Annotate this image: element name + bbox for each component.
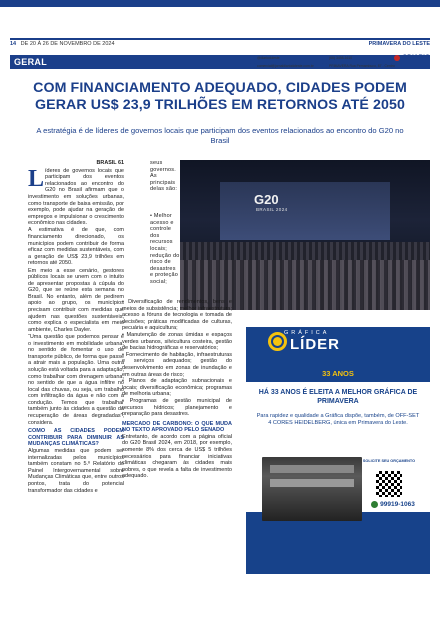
- ad-title: HÁ 33 ANOS É ELEITA A MELHOR GRÁFICA DE PRIMAVERA: [258, 389, 418, 405]
- section-label: GERAL: [14, 57, 47, 67]
- paragraph: “Uma questão que podemos pensar é o investimento em mobilidade urbana, no sentido de fomentar o uso de transporte público, de forma que passe a atrair mais a população. Uma outra solução está voltada para a adaptação, como trabalhar com drenagem urbana, no sentido de que a água infiltre no local das chuvas, ou seja, um trabalho com infiltração da água e não com a condução. Temos que trabalhar também junto às cidades a questão da recuperação de áreas degradadas”, considera.: [28, 333, 125, 426]
- paragraph: Algumas medidas que podem ser internalizadas pelos municípios também constam no 5.º Relatório do Painel Intergovernamental sobre Mudanças Climáticas que, entre outros pontos, trata do potencial transformador das cidades e: [28, 448, 124, 494]
- city-brand: PRIMAVERA DO LESTE: [368, 41, 430, 47]
- ad-brand-main: LÍDER: [290, 336, 340, 353]
- ad-phone[interactable]: 99919-1063: [360, 501, 426, 508]
- article-subheading: MERCADO DE CARBONO: O QUE MUDA NO TEXTO APROVADO PELO SENADO: [122, 420, 232, 434]
- contact-location: PRIMAVERA Rua Pernambuco, 87 - Centro: [322, 63, 395, 68]
- contact-instagram: @diariodoleste: [250, 55, 280, 60]
- dropcap: L: [28, 165, 45, 192]
- logo-mark-icon: [394, 55, 400, 61]
- whatsapp-icon: [371, 501, 378, 508]
- ad-brand-top: GRÁFICA: [284, 330, 330, 336]
- instagram-icon: [250, 55, 255, 60]
- phone-icon: [322, 55, 327, 60]
- ad-bottom-band: [246, 527, 430, 574]
- article-column-1: [28, 160, 124, 495]
- paragraph: Em meio a esse cenário, gestores públicos locais se unem com o intuito de apresentar propostas à cúpula do G20, que se reúne esta semana no Brasil. No entanto, além de pedirem apoio ao grupo, os municípios precisam contribuir com medidas que ajudem nas questões sustentáveis, como explica o especialista em meio ambiente, Charles Dayler.: [28, 267, 124, 333]
- page-info: [10, 41, 115, 47]
- stage-logo-subtext: BRASIL 2024: [256, 207, 288, 212]
- bullet-item: • Melhor acesso e controle dos recursos locais; redução do risco de desastres e proteção social;: [150, 213, 180, 285]
- bullet-item: • Fornecimento de habitação, infraestruturas e serviços adequados; gestão do desenvolvimento em zonas de inundação e em outras áreas de risco;: [122, 351, 232, 378]
- qr-label: SOLICITE SEU ORÇAMENTO: [362, 459, 416, 463]
- location-icon: [322, 63, 327, 68]
- qr-code-icon[interactable]: [374, 469, 404, 499]
- article-column-narrow: seus governos. As principais delas são:: [150, 160, 178, 193]
- edition-date: DE 20 À 26 DE NOVEMBRO DE 2024: [20, 41, 115, 47]
- event-photo: [180, 160, 430, 310]
- newspaper-logo: ODIARIO: [394, 54, 430, 61]
- bullet-item: • Manutenção de zonas úmidas e espaços verdes urbanos, silvicultura costeira, gestão de bacias hidrográficas e reservatórios;: [122, 331, 232, 352]
- bullet-item: • Programas de gestão municipal de recursos hídricos; planejamento e preparação para desastres.: [122, 397, 232, 418]
- paragraph: Entretanto, de acordo com a página oficial do G20 Brasil 2024, em 2018, por exemplo, somente 8% dos cerca de US$ 5 trilhões necessários para financiar iniciativas climáticas chegaram às cidades mais pobres, o que revela a falta de investimento adequado.: [122, 433, 232, 480]
- ad-body: Para rapidez e qualidade a Gráfica dispõe, também, de OFF-SET 4 CORES HEIDELBERG, única em Primavera do Leste.: [256, 413, 420, 427]
- contact-email: comercial@jornaldiariodoleste.com.br: [250, 63, 314, 68]
- lead-paragraph: Líderes de governos locais que participam dos eventos relacionados ao encontro do G20 no Brasil afirmam que o investimento em soluções urbanas, como transporte de baixa emissão, por exemplo, pode ajudar na geração de empregos e impulsionar o crescimento econômico nas cidades.: [28, 165, 124, 227]
- email-icon: [250, 63, 255, 68]
- article-column-2: [122, 299, 232, 480]
- ad-years: 33 ANOS: [322, 369, 354, 378]
- top-color-strip: [0, 0, 440, 7]
- stage-screen: [220, 182, 390, 240]
- press-roller: [270, 479, 354, 487]
- page-number: 14: [10, 41, 17, 47]
- press-roller: [270, 465, 354, 473]
- bullet-item: • Diversificação de rendimentos, bens e meios de subsistência; melhor infraestrutura; acesso a fóruns de tecnologia e tomada de decisões; práticas modificadas de culturas, pecuária e aquicultura;: [122, 299, 232, 332]
- byline: BRASIL 61: [96, 160, 124, 166]
- grafica-lider-ad[interactable]: [246, 327, 430, 574]
- paragraph: A estimativa é de que, com financiamento direcionado, os municípios podem contribuir de forma eficaz com medidas sustentáveis, com a geração de US$ 23,9 trilhões em retornos até 2050.: [28, 227, 124, 267]
- ad-logo-core-icon: [273, 337, 282, 346]
- header-rule: [10, 38, 430, 40]
- article-headline: COM FINANCIAMENTO ADEQUADO, CIDADES PODEM GERAR US$ 23,9 TRILHÕES EM RETORNOS ATÉ 2050: [33, 80, 407, 113]
- bullet-item: • Planos de adaptação subnacionais e locais; diversificação econômica; programas de melhoria urbana;: [122, 378, 232, 398]
- article-subheading: COMO AS CIDADES PODEM CONTRIBUIR PARA DIMINUIR AS MUDANÇAS CLIMÁTICAS?: [28, 428, 124, 448]
- stage-logo-text: G20: [254, 192, 279, 207]
- contact-phone: (66) 3498-1610: [322, 55, 352, 60]
- article-subhead: A estratégia é de líderes de governos locais que participam dos eventos relacionados ao encontro do G20 no Brasil: [36, 126, 404, 145]
